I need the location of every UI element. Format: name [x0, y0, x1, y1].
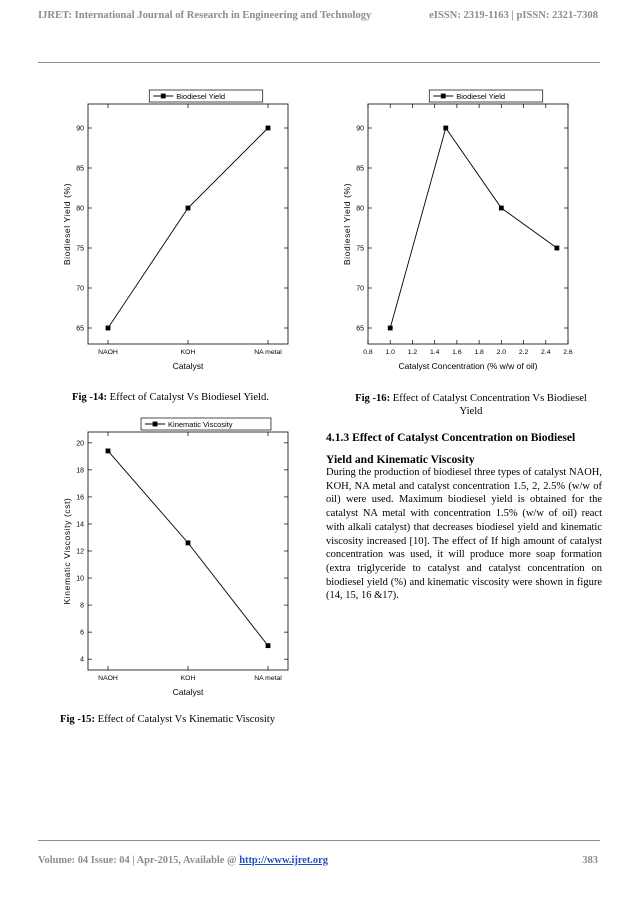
y-tick-label: 90 — [76, 125, 84, 133]
y-tick-label: 6 — [80, 629, 84, 637]
x-tick-label: 1.4 — [429, 349, 440, 356]
y-tick-label: 75 — [76, 245, 84, 253]
legend-marker — [153, 422, 158, 427]
y-axis-label: Biodiesel Yield (%) — [342, 182, 352, 266]
y-tick-label: 10 — [76, 575, 84, 583]
y-tick-label: 75 — [356, 245, 364, 253]
x-tick-label: 1.8 — [474, 349, 484, 356]
footer-volume: Volume: 04 Issue: 04 | Apr-2015, Available @ — [38, 855, 240, 866]
figure-caption-text: Effect of Catalyst Vs Biodiesel Yield. — [107, 392, 269, 403]
x-tick-label: 2.0 — [496, 349, 507, 356]
data-point — [266, 643, 271, 648]
y-tick-label: 8 — [80, 602, 84, 610]
chart-fig15 — [60, 420, 292, 710]
legend-label: Kinematic Viscosity — [168, 420, 233, 429]
data-point — [186, 206, 191, 211]
x-tick-label: NA metal — [254, 349, 282, 356]
x-axis-label: Catalyst Concentration (% w/w of oil) — [398, 361, 538, 371]
y-axis-label: Biodiesel Yield (%) — [62, 182, 72, 266]
x-tick-label: 2.4 — [541, 349, 551, 356]
y-tick-label: 12 — [76, 548, 84, 556]
legend-label: Biodiesel Yield — [456, 92, 506, 101]
y-tick-label: 80 — [356, 205, 364, 213]
x-tick-label: KOH — [180, 349, 196, 356]
page-number: 383 — [582, 855, 598, 866]
x-tick-label: 1.0 — [385, 349, 395, 356]
data-point — [186, 540, 191, 545]
y-tick-label: 20 — [76, 440, 84, 448]
journal-title: IJRET: International Journal of Research in Engineering and Technology — [38, 10, 372, 21]
plot-frame — [88, 104, 288, 344]
x-axis-label: Catalyst — [172, 687, 204, 697]
figure-caption-16 — [346, 392, 596, 418]
x-tick-label: 2.2 — [518, 349, 529, 356]
chart-svg — [340, 92, 572, 382]
y-tick-label: 16 — [76, 494, 84, 502]
page-header — [38, 10, 598, 21]
issn: eISSN: 2319-1163 | pISSN: 2321-7308 — [429, 10, 598, 21]
x-tick-label: 1.2 — [407, 349, 418, 356]
header-rule — [38, 62, 600, 63]
x-tick-label: 0.8 — [363, 349, 373, 356]
plot-frame — [88, 432, 288, 670]
figure-caption-text: Effect of Catalyst Vs Kinematic Viscosity — [95, 714, 276, 725]
section-paragraph: During the production of biodiesel three types of catalyst NAOH, KOH, NA metal and catalyst concentration 1.5, 2, 2.5% (w/w of oil) were used. Maximum biodiesel yield is obtained for the catalyst NA metal with concentration 1.5% (w/w of oil) react with alkali catalyst) that decreases biodiesel yield and kinematic viscosity increased [10]. The effect of If high amount of catalyst concentration was used, it will produce more soap formation (extra triglyceride to catalyst and catalyst concentration on biodiesel yield (%) and kinematic viscosity were shown in figure (14, 15, 16 &17). — [326, 467, 602, 602]
figure-label: Fig -15: — [60, 714, 96, 725]
y-tick-label: 85 — [356, 165, 364, 173]
data-point — [554, 246, 559, 251]
series-line — [108, 451, 268, 646]
x-tick-label: NA metal — [254, 675, 282, 682]
y-tick-label: 4 — [80, 656, 84, 664]
y-tick-label: 65 — [76, 325, 84, 333]
figure-label: Fig -14: — [72, 392, 108, 403]
data-point — [106, 449, 111, 454]
y-tick-label: 70 — [76, 285, 84, 293]
series-line — [108, 128, 268, 328]
y-tick-label: 65 — [356, 325, 364, 333]
figure-caption-text: Effect of Catalyst Concentration Vs Biodiesel Yield — [390, 393, 587, 417]
legend-marker — [161, 94, 166, 99]
x-tick-label: KOH — [180, 675, 196, 682]
chart-svg — [60, 92, 292, 382]
chart-fig14 — [60, 92, 292, 382]
journal-link[interactable]: http://www.ijret.org — [239, 855, 328, 866]
footer-rule — [38, 840, 600, 841]
legend-label: Biodiesel Yield — [176, 92, 226, 101]
x-tick-label: NAOH — [98, 349, 118, 356]
data-point — [388, 326, 393, 331]
page-footer — [38, 855, 598, 866]
plot-frame — [368, 104, 568, 344]
series-line — [390, 128, 557, 328]
x-tick-label: 2.6 — [563, 349, 573, 356]
y-tick-label: 80 — [76, 205, 84, 213]
figure-caption-14 — [72, 392, 312, 403]
figure-label: Fig -16: — [355, 393, 391, 404]
x-axis-label: Catalyst — [172, 361, 204, 371]
data-point — [499, 206, 504, 211]
chart-svg — [60, 420, 292, 710]
figure-caption-15 — [60, 714, 320, 725]
y-tick-label: 90 — [356, 125, 364, 133]
legend-marker — [441, 94, 446, 99]
y-tick-label: 70 — [356, 285, 364, 293]
section-heading: 4.1.3 Effect of Catalyst Concentration on Biodiesel Yield and Kinematic Viscosity — [326, 431, 576, 466]
y-tick-label: 85 — [76, 165, 84, 173]
chart-fig16 — [340, 92, 572, 382]
x-tick-label: NAOH — [98, 675, 118, 682]
data-point — [443, 126, 448, 131]
y-axis-label: Kinematic Viscosity (cst) — [62, 497, 72, 605]
data-point — [106, 326, 111, 331]
y-tick-label: 14 — [76, 521, 84, 529]
y-tick-label: 18 — [76, 467, 84, 475]
data-point — [266, 126, 271, 131]
x-tick-label: 1.6 — [452, 349, 462, 356]
